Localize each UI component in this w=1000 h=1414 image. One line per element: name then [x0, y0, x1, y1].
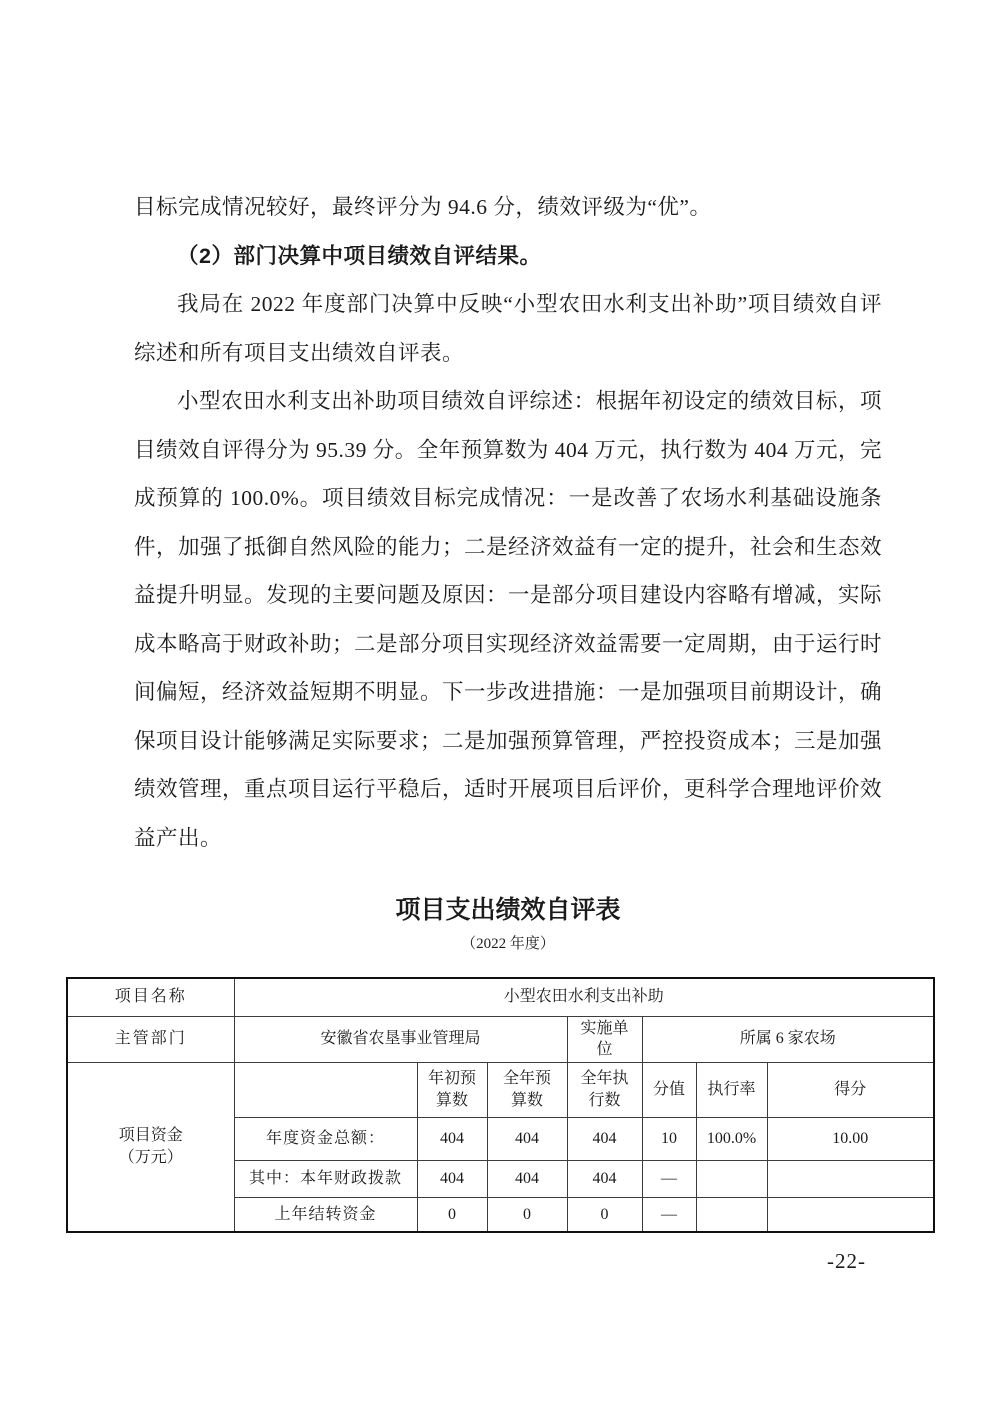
fiscal-allocation-executed: 404 [567, 1160, 642, 1197]
dept-value: 安徽省农垦事业管理局 [234, 1016, 567, 1062]
table-row-project-name [67, 978, 934, 1016]
carryover-points: — [642, 1197, 696, 1232]
table-title: 项目支出绩效自评表 [395, 896, 621, 924]
carryover-label: 上年结转资金 [234, 1197, 417, 1232]
carryover-executed: 0 [567, 1197, 642, 1232]
impl-unit-label-line1: 实施单 [580, 1019, 629, 1037]
self-evaluation-table [66, 977, 935, 1233]
carryover-budget: 0 [487, 1197, 567, 1232]
fiscal-allocation-points: — [642, 1160, 696, 1197]
header-points: 分值 [642, 1062, 696, 1117]
fiscal-allocation-score [767, 1160, 934, 1197]
project-name-value: 小型农田水利支出补助 [234, 978, 934, 1016]
impl-unit-label-line2: 位 [596, 1041, 613, 1059]
impl-unit-label [567, 1016, 642, 1062]
project-name-label: 项目名称 [67, 978, 234, 1016]
project-funds-label [67, 1062, 234, 1232]
section-heading: （2）部门决算中项目绩效自评结果。 [177, 243, 542, 268]
fiscal-allocation-label: 其中：本年财政拨款 [234, 1160, 417, 1197]
body-text [134, 183, 882, 862]
paragraph-decision-summary: 我局在 2022 年度部门决算中反映“小型农田水利支出补助”项目绩效自评综述和所有项目支出绩效自评表。 [134, 292, 882, 365]
fiscal-allocation-initial: 404 [417, 1160, 487, 1197]
page-number: -22- [827, 1249, 866, 1273]
header-initial-budget: 年初预 算数 [417, 1062, 487, 1117]
header-score: 得分 [767, 1062, 934, 1117]
annual-total-executed: 404 [567, 1117, 642, 1160]
table-subtitle: （2022 年度） [461, 936, 555, 952]
empty-header-cell [234, 1062, 417, 1117]
fiscal-allocation-rate [696, 1160, 767, 1197]
header-annual-budget: 全年预 算数 [487, 1062, 567, 1117]
annual-total-initial: 404 [417, 1117, 487, 1160]
header-annual-executed: 全年执 行数 [567, 1062, 642, 1117]
dept-label: 主管部门 [67, 1016, 234, 1062]
impl-unit-value: 所属 6 家农场 [642, 1016, 934, 1062]
fiscal-allocation-budget: 404 [487, 1160, 567, 1197]
carryover-rate [696, 1197, 767, 1232]
header-execution-rate: 执行率 [696, 1062, 767, 1117]
annual-total-points: 10 [642, 1117, 696, 1160]
carryover-initial: 0 [417, 1197, 487, 1232]
table-row-departments [67, 1016, 934, 1062]
annual-total-budget: 404 [487, 1117, 567, 1160]
annual-total-label: 年度资金总额： [234, 1117, 417, 1160]
carryover-score [767, 1197, 934, 1232]
annual-total-score: 10.00 [767, 1117, 934, 1160]
table-row-headers [67, 1062, 934, 1117]
paragraph-self-evaluation: 小型农田水利支出补助项目绩效自评综述：根据年初设定的绩效目标，项目绩效自评得分为 95.39 分。全年预算数为 404 万元，执行数为 404 万元，完成预算的 100.0%。项目绩效目标完成情况：一是改善了农场水利基础设施条件，加强了抵御自然风险的能力；二是经济效益有一定的提升，社会和生态效益提升明显。发现的主要问题及原因：一是部分项目建设内容略有增减，实际成本略高于财政补助；二是部分项目实现经济效益需要一定周期，由于运行时间偏短，经济效益短期不明显。下一步改进措施：一是加强项目前期设计，确保项目设计能够满足实际要求；二是加强预算管理，严控投资成本；三是加强绩效管理，重点项目运行平稳后，适时开展项目后评价，更科学合理地评价效益产出。 [134, 389, 883, 850]
project-funds-label-line2: （万元） [118, 1148, 183, 1166]
annual-total-rate: 100.0% [696, 1117, 767, 1160]
project-funds-label-line1: 项目资金 [118, 1127, 183, 1145]
paragraph-continuation: 目标完成情况较好，最终评分为 94.6 分，绩效评级为“优”。 [134, 195, 712, 219]
